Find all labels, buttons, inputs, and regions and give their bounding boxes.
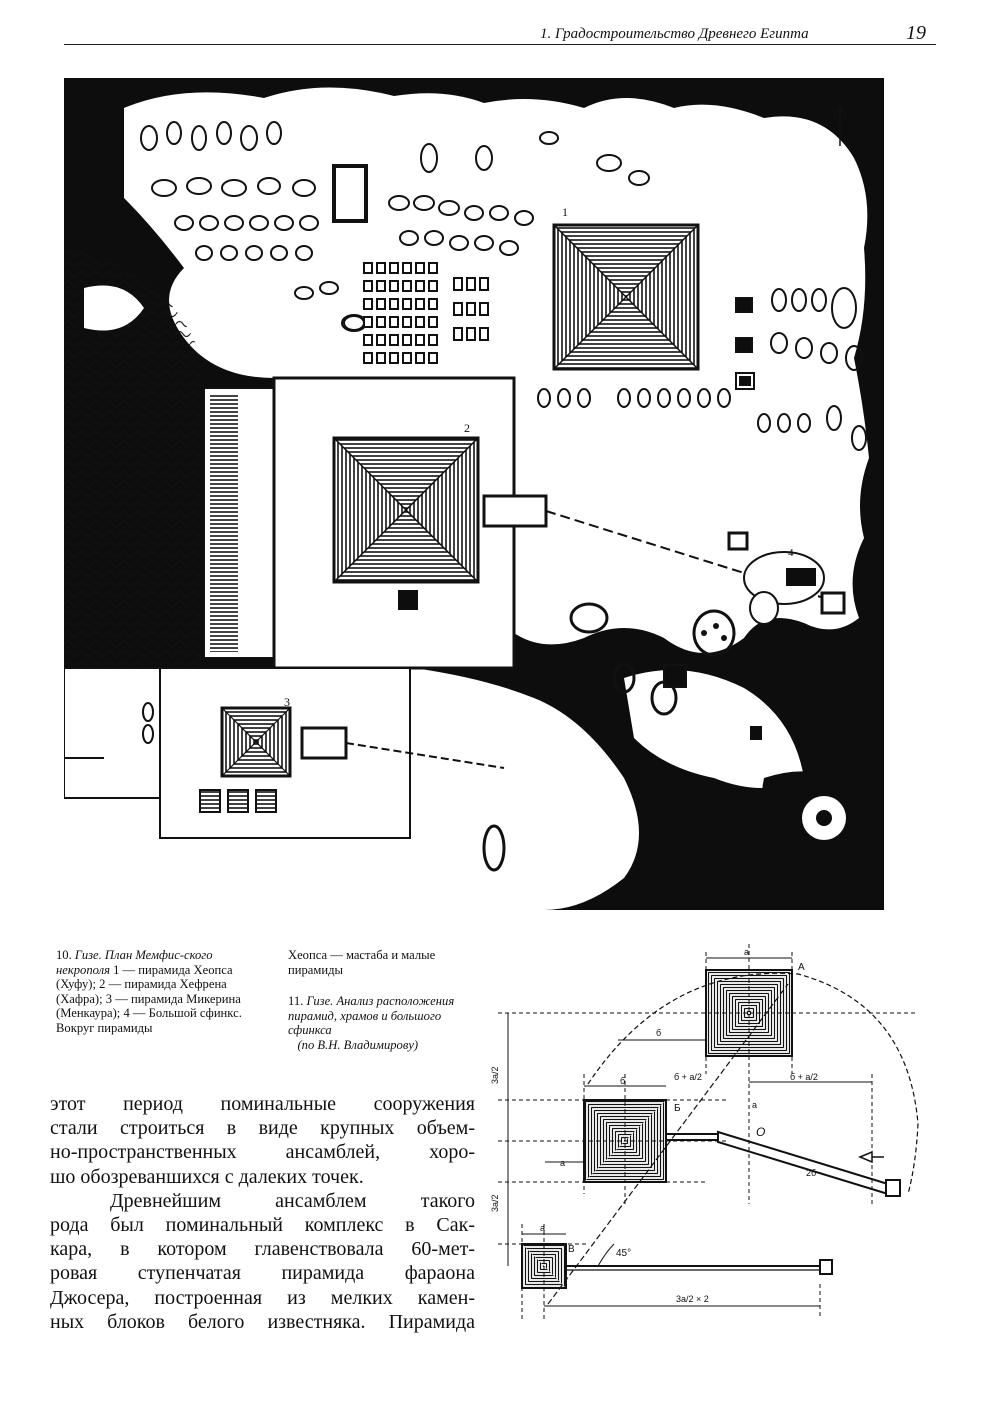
- caption-figure-10-continued: Хеопса — мастаба и малые пирамиды: [288, 948, 436, 977]
- caption-10-text: 1 — пирамида Хеопса (Хуфу); 2 — пирамида Хефрена (Хафра); 3 — пирамида Микерина (Менкаура); 4 — Большой сфинкс. Вокруг пирамиды: [56, 962, 242, 1035]
- dim-o: O: [756, 1125, 766, 1139]
- dim-a-top: a: [744, 947, 750, 957]
- page-number: 19: [906, 22, 926, 44]
- paragraph-2: [50, 1189, 475, 1334]
- dim-a-side: a: [560, 1158, 566, 1168]
- pyramid-analysis-diagram: [488, 944, 938, 1344]
- dim-b-top: б: [656, 1028, 662, 1038]
- text-line: ровая ступенчатая пирамида фараона: [50, 1262, 475, 1285]
- text-line: рода был поминальный комплекс в Сак-: [50, 1214, 475, 1237]
- text-line: этот период поминальные сооружения: [50, 1093, 475, 1115]
- label-3: 3: [284, 695, 290, 709]
- label-1: 1: [562, 205, 568, 219]
- paragraph-1: [50, 1092, 475, 1189]
- dim-b-mid: б: [620, 1076, 626, 1086]
- dim-a-bottom: a: [540, 1223, 546, 1233]
- dim-bottom: 3a/2 × 2: [676, 1294, 709, 1304]
- dim-b-plus-half-a-2: б + a/2: [790, 1072, 818, 1082]
- dim-a-mid: a: [752, 1100, 758, 1110]
- text-line: Джосера, построенная из мелких камен-: [50, 1286, 475, 1309]
- giza-plan-figure: [64, 78, 884, 910]
- angle-label: 45°: [616, 1248, 632, 1259]
- body-text: [50, 1092, 475, 1334]
- label-pyramid-b: Б: [674, 1103, 681, 1114]
- menkaure-mortuary-temple: [302, 728, 346, 758]
- text-line: стали строиться в виде крупных объем-: [50, 1117, 475, 1140]
- pyramid-menkaure: [222, 708, 290, 776]
- pyramid-khafre: [334, 438, 478, 582]
- text-line: шо обозреваншихся с далеких точек.: [50, 1165, 364, 1188]
- caption-10-title: Гизе. План Мемфис-ского некрополя: [56, 948, 213, 977]
- text-line: но-пространственных ансамблей, хоро-: [50, 1141, 475, 1164]
- caption-10-number: 10.: [56, 948, 72, 962]
- pyramid-khufu: [547, 218, 705, 376]
- caption-11-title: Гизе. Анализ расположения пирамид, храмов и большого сфинкса: [288, 994, 455, 1038]
- dim-3a2-top: 3a/2: [490, 1066, 500, 1084]
- text-line: Древнейшим ансамблем такого: [110, 1189, 475, 1212]
- caption-11-credit: (по В.Н. Владимирову): [297, 1037, 419, 1052]
- label-pyramid-c: В: [568, 1244, 575, 1255]
- text-line: кара, в котором главенствовала 60-мет-: [50, 1238, 475, 1261]
- header-rule: [64, 44, 936, 45]
- caption-figure-11: [288, 994, 488, 1052]
- label-2: 2: [464, 421, 470, 435]
- enclosure-rect: [334, 166, 366, 221]
- khafre-mortuary-temple: [484, 496, 546, 526]
- running-title: 1. Градостроительство Древнего Египта: [540, 26, 809, 42]
- label-pyramid-a: A: [798, 962, 805, 973]
- caption-figure-10: [56, 948, 256, 1036]
- label-4: 4: [788, 547, 794, 559]
- dim-2b: 2б: [806, 1168, 817, 1178]
- dim-3a2-mid: 3a/2: [490, 1194, 500, 1212]
- caption-11-number: 11.: [288, 994, 304, 1008]
- queens-pyramids: [200, 790, 276, 812]
- dim-b-plus-half-a-1: б + a/2: [674, 1072, 702, 1082]
- menkaure-west-court: [64, 668, 160, 798]
- text-line: ных блоков белого известняка. Пирамида: [50, 1310, 475, 1333]
